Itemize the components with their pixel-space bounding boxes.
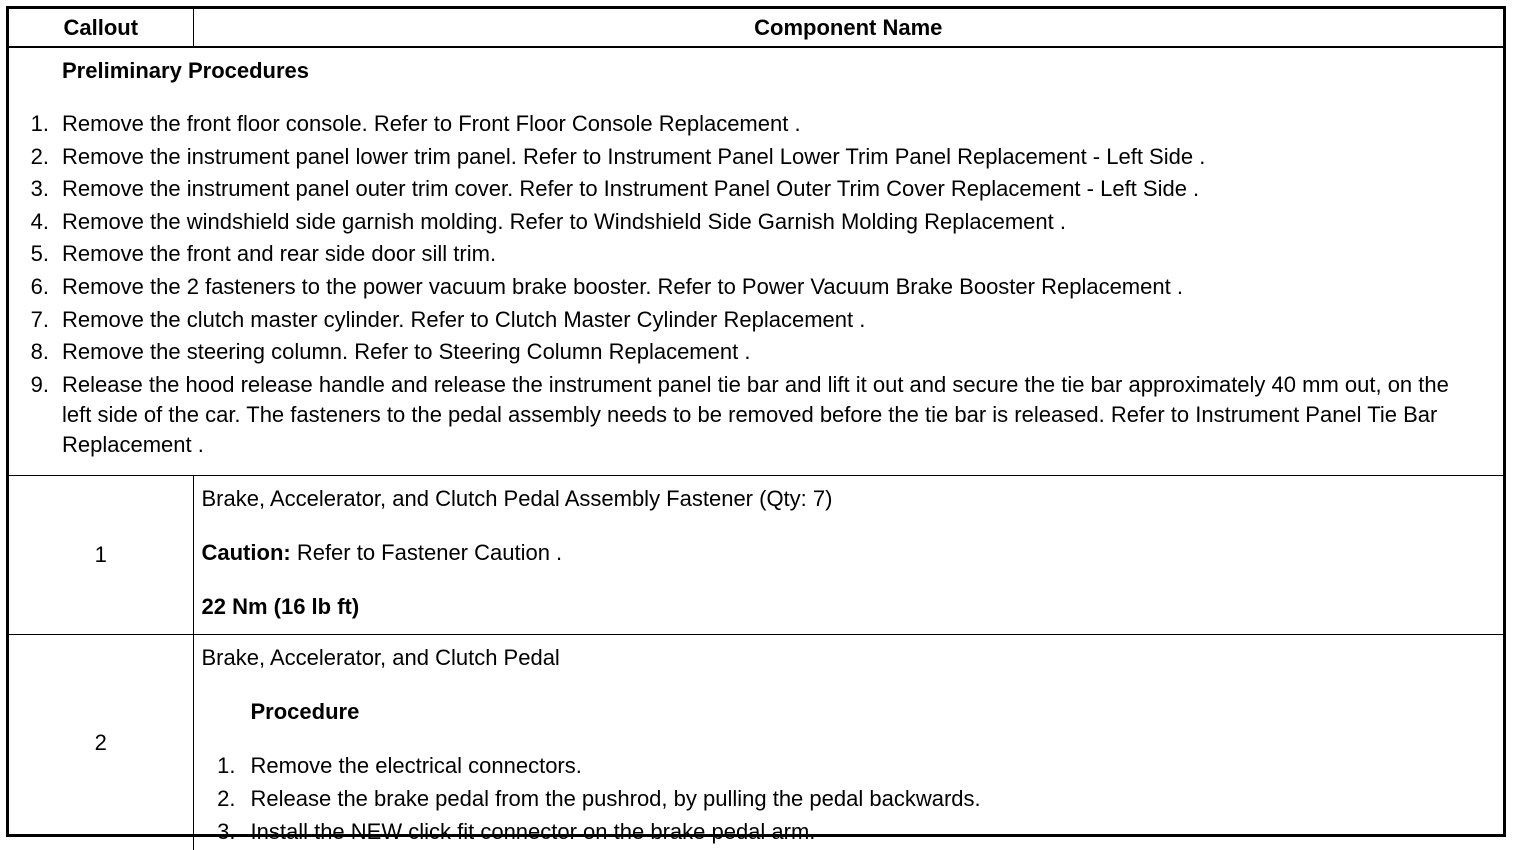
step-number: 6. — [9, 272, 49, 302]
preliminary-steps-list — [9, 109, 1503, 460]
caution-label: Caution: — [202, 540, 291, 565]
procedure-step — [202, 751, 1496, 781]
preliminary-step — [9, 370, 1503, 460]
component-table-frame — [6, 6, 1506, 837]
preliminary-step — [9, 305, 1503, 335]
component-name: Brake, Accelerator, and Clutch Pedal Assembly Fastener (Qty: 7) — [202, 484, 1496, 514]
step-number: 2. — [9, 142, 49, 172]
step-number: 3. — [202, 817, 236, 847]
step-text: Remove the 2 fasteners to the power vacuum brake booster. Refer to Power Vacuum Brake Booster Replacement . — [62, 274, 1183, 299]
preliminary-procedures-row — [9, 47, 1503, 476]
step-number: 9. — [9, 370, 49, 400]
component-name: Brake, Accelerator, and Clutch Pedal — [202, 643, 1496, 673]
component-cell — [193, 476, 1503, 635]
step-text: Remove the front and rear side door sill trim. — [62, 241, 496, 266]
preliminary-step — [9, 142, 1503, 172]
callout-column-header: Callout — [9, 9, 193, 47]
component-cell — [193, 635, 1503, 850]
step-number: 3. — [9, 174, 49, 204]
step-text: Remove the clutch master cylinder. Refer to Clutch Master Cylinder Replacement . — [62, 307, 865, 332]
table-header-row — [9, 9, 1503, 47]
step-text: Release the hood release handle and release the instrument panel tie bar and lift it out and secure the tie bar approximately 40 mm out, on the left side of the car. The fasteners to the pedal assembly needs to be removed before the tie bar is released. Refer to Instrument Panel Tie Bar Replacement . — [62, 372, 1449, 457]
procedure-title: Procedure — [251, 697, 1496, 727]
procedure-step — [202, 817, 1496, 847]
step-text: Install the NEW click fit connector on the brake pedal arm. — [251, 819, 816, 844]
step-number: 7. — [9, 305, 49, 335]
callout-number: 2 — [9, 635, 193, 850]
table-row — [9, 635, 1503, 850]
step-number: 1. — [202, 751, 236, 781]
preliminary-step — [9, 239, 1503, 269]
step-number: 2. — [202, 784, 236, 814]
callout-number: 1 — [9, 476, 193, 635]
torque-spec: 22 Nm (16 lb ft) — [202, 592, 1496, 622]
step-text: Remove the steering column. Refer to Steering Column Replacement . — [62, 339, 750, 364]
step-text: Remove the front floor console. Refer to Front Floor Console Replacement . — [62, 111, 801, 136]
step-text: Remove the electrical connectors. — [251, 753, 582, 778]
preliminary-step — [9, 109, 1503, 139]
preliminary-step — [9, 272, 1503, 302]
procedure-step — [202, 784, 1496, 814]
table-row — [9, 476, 1503, 635]
caution-note — [202, 538, 1496, 568]
preliminary-procedures-cell — [9, 47, 1503, 476]
preliminary-procedures-title: Preliminary Procedures — [62, 57, 1503, 85]
component-table — [9, 9, 1503, 850]
step-text: Remove the instrument panel lower trim panel. Refer to Instrument Panel Lower Trim Panel Replacement - Left Side . — [62, 144, 1205, 169]
preliminary-step — [9, 207, 1503, 237]
step-number: 5. — [9, 239, 49, 269]
caution-text: Refer to Fastener Caution . — [291, 540, 562, 565]
preliminary-step — [9, 337, 1503, 367]
step-number: 8. — [9, 337, 49, 367]
step-text: Remove the windshield side garnish molding. Refer to Windshield Side Garnish Molding Replacement . — [62, 209, 1066, 234]
step-text: Remove the instrument panel outer trim cover. Refer to Instrument Panel Outer Trim Cover Replacement - Left Side . — [62, 176, 1199, 201]
procedure-steps-list — [202, 751, 1496, 847]
step-number: 1. — [9, 109, 49, 139]
step-text: Release the brake pedal from the pushrod, by pulling the pedal backwards. — [251, 786, 981, 811]
preliminary-step — [9, 174, 1503, 204]
component-name-column-header: Component Name — [193, 9, 1503, 47]
step-number: 4. — [9, 207, 49, 237]
